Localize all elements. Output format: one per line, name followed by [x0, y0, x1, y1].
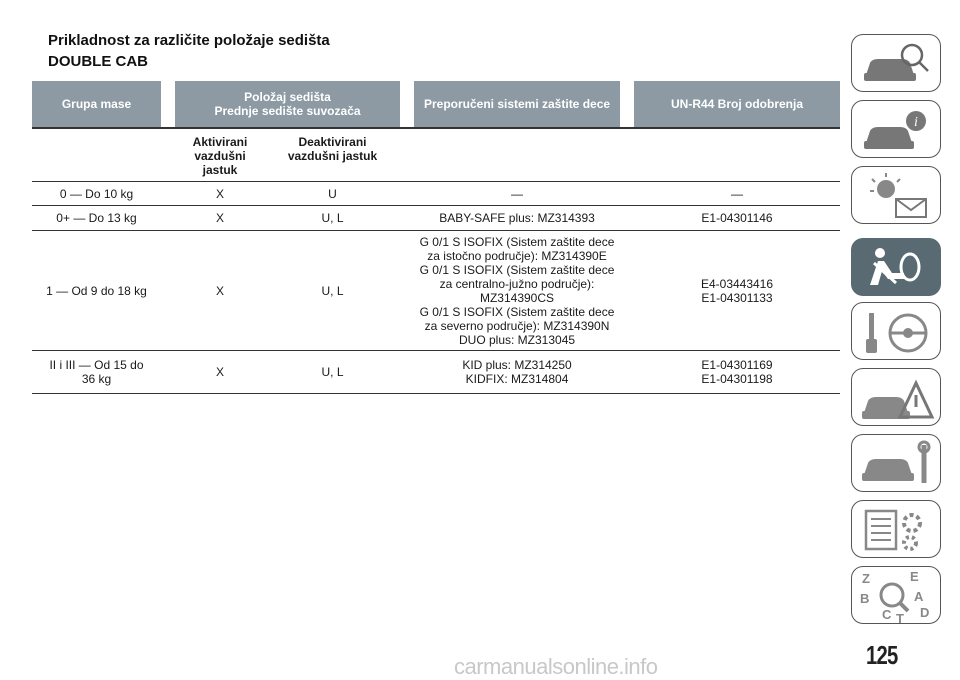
- cell-deactivated: U, L: [265, 206, 400, 231]
- table-row: [32, 182, 840, 206]
- specifications-icon: [852, 501, 942, 559]
- table-row: [32, 206, 840, 231]
- header-gap: [620, 81, 634, 128]
- cell-approval: E4-03443416 E1-04301133: [634, 231, 840, 351]
- cell-activated: X: [175, 351, 265, 394]
- index-letter: E: [910, 569, 919, 584]
- child-seat-table: [32, 81, 840, 394]
- header-group: Grupa mase: [32, 81, 161, 128]
- cell-deactivated: U, L: [265, 351, 400, 394]
- car-search-icon: [852, 35, 942, 93]
- cell-group: 0 — Do 10 kg: [32, 182, 161, 206]
- cell-systems: G 0/1 S ISOFIX (Sistem zaštite dece za istočno područje): MZ314390E G 0/1 S ISOFIX (Sistem zaštite dece za centralno-južno područje): MZ314390CS G 0/1 S ISOFIX (Sistem zaštite dece za severno područje): MZ314390N DUO plus: MZ313045: [414, 231, 620, 351]
- cell-group: 1 — Od 9 do 18 kg: [32, 231, 161, 351]
- tab-car-search[interactable]: [851, 34, 941, 92]
- key-steering-wheel-icon: [852, 303, 942, 361]
- page-number: 125: [866, 640, 898, 670]
- subheader-deactivated: Deaktivirani vazdušni jastuk: [265, 128, 400, 182]
- tab-specifications[interactable]: [851, 500, 941, 558]
- table-row: [32, 351, 840, 394]
- cell-systems: —: [414, 182, 620, 206]
- watermark: carmanualsonline.info: [454, 654, 658, 679]
- header-systems: Preporučeni sistemi zaštite dece: [414, 81, 620, 128]
- tab-car-info[interactable]: [851, 100, 941, 158]
- cell-systems: BABY-SAFE plus: MZ314393: [414, 206, 620, 231]
- seat-airbag-icon: [852, 239, 942, 297]
- cell-group: 0+ — Do 13 kg: [32, 206, 161, 231]
- index-letter: D: [920, 605, 930, 620]
- table-row: [32, 231, 840, 351]
- tab-seat-airbag[interactable]: [851, 238, 941, 296]
- cell-approval: E1-04301146: [634, 206, 840, 231]
- alphabetical-index-icon: [852, 567, 942, 625]
- cell-systems: KID plus: MZ314250 KIDFIX: MZ314804: [414, 351, 620, 394]
- page-subtitle: DOUBLE CAB: [48, 53, 148, 70]
- table-header: [32, 81, 840, 128]
- cell-activated: X: [175, 182, 265, 206]
- table-subheader: [32, 128, 840, 182]
- tab-index[interactable]: [851, 566, 941, 624]
- header-position-line2: Prednje sedište suvozača: [214, 104, 361, 118]
- cell-approval: —: [634, 182, 840, 206]
- header-approval: UN-R44 Broj odobrenja: [634, 81, 840, 128]
- cell-group: II i III — Od 15 do 36 kg: [32, 351, 161, 394]
- header-gap: [400, 81, 414, 128]
- svg-text:i: i: [914, 115, 918, 130]
- warning-light-message-icon: [852, 167, 942, 225]
- subheader-activated: Aktivirani vazdušni jastuk: [175, 128, 265, 182]
- tab-emergency[interactable]: [851, 368, 941, 426]
- cell-deactivated: U, L: [265, 231, 400, 351]
- cell-activated: X: [175, 231, 265, 351]
- cell-deactivated: U: [265, 182, 400, 206]
- index-letter: A: [914, 589, 924, 604]
- cell-approval: E1-04301169 E1-04301198: [634, 351, 840, 394]
- header-position-line1: Položaj sedišta: [244, 90, 331, 104]
- tab-starting-driving[interactable]: [851, 302, 941, 360]
- header-seat-position: [175, 81, 400, 128]
- car-info-icon: [852, 101, 942, 159]
- index-letter: C: [882, 607, 892, 622]
- header-gap: [161, 81, 175, 128]
- index-letter: Z: [862, 571, 870, 586]
- car-maintenance-icon: [852, 435, 942, 493]
- cell-activated: X: [175, 206, 265, 231]
- index-letter: T: [896, 611, 904, 625]
- car-breakdown-icon: [852, 369, 942, 427]
- tab-warning-lights[interactable]: [851, 166, 941, 224]
- tab-maintenance[interactable]: [851, 434, 941, 492]
- index-letter: B: [860, 591, 870, 606]
- page-title: Prikladnost za različite položaje sedišta: [48, 32, 330, 49]
